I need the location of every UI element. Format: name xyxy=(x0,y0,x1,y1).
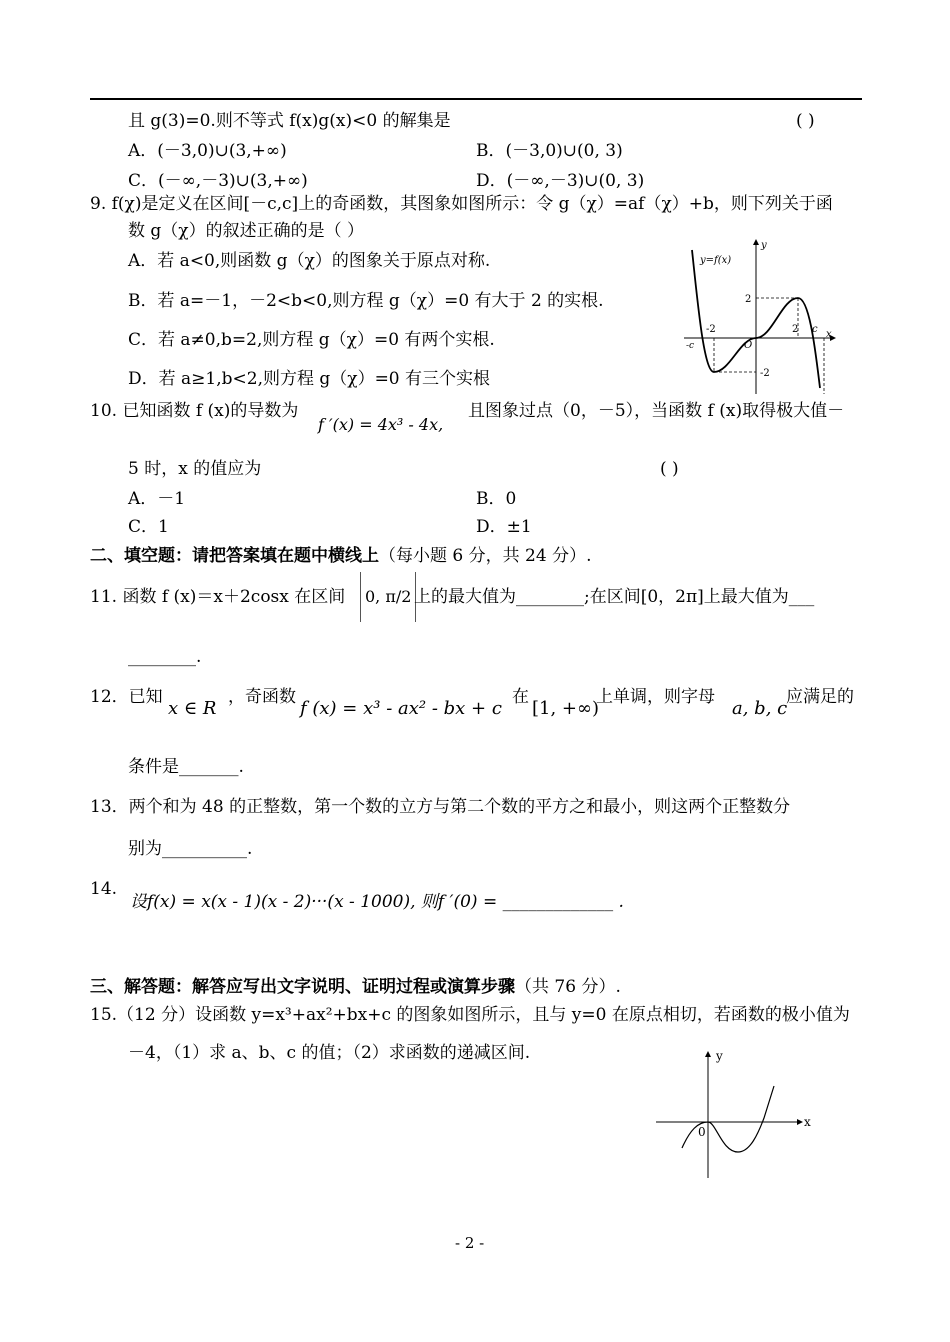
q9-tick-c: c xyxy=(812,324,818,335)
q9-stem-line1: 9. f(χ)是定义在区间[－c,c]上的奇函数，其图象如图所示：令 g（χ）=af（χ）+b，则下列关于函 xyxy=(90,194,833,214)
q9-option-d: D．若 a≥1,b<2,则方程 g（χ）=0 有三个实根 xyxy=(128,369,491,389)
q8-option-d: D．(－∞,－3)∪(0, 3) xyxy=(476,171,645,191)
q12-x-in-r: x ∈ R xyxy=(168,698,217,719)
q9-option-c: C．若 a≠0,b=2,则方程 g（χ）=0 有两个实根. xyxy=(128,330,495,350)
q10-stem-part2: 且图象过点（0，－5），当函数 f (x)取得极大值－ xyxy=(468,401,845,421)
q10-option-b: B．0 xyxy=(476,489,517,509)
q11-interval: 0, π/2 xyxy=(360,572,416,622)
section3-heading-bold: 三、解答题：解答应写出文字说明、证明过程或演算步骤 xyxy=(90,977,515,997)
q12-part-f: 条件是_______. xyxy=(128,757,244,777)
q9-origin-label: O xyxy=(744,340,753,351)
section2-heading-rest: （每小题 6 分，共 24 分）. xyxy=(379,546,592,566)
q12-function: f (x) = x³ - ax² - bx + c xyxy=(300,698,502,719)
q10-stem-line2: 5 时，x 的值应为 xyxy=(128,459,262,479)
q14-number: 14. xyxy=(90,879,118,899)
q15-y-label: y xyxy=(716,1049,723,1063)
q12-part-d: 上单调，则字母 xyxy=(596,687,715,707)
q11-stem-part2: 上的最大值为________;在区间[0，2π]上最大值为___ xyxy=(414,587,815,607)
q10-option-a: A．－1 xyxy=(128,489,186,509)
q8-option-b: B．(－3,0)∪(0, 3) xyxy=(476,141,623,161)
section2-heading xyxy=(90,545,591,567)
q9-option-b: B．若 a=－1，－2<b<0,则方程 g（χ）=0 有大于 2 的实根. xyxy=(128,291,604,311)
q8-option-c: C．(－∞,－3)∪(3,+∞) xyxy=(128,171,308,191)
q9-tick-2y: 2 xyxy=(745,294,752,305)
q9-tick-2x: 2 xyxy=(792,324,799,335)
q9-x-label: x xyxy=(826,329,832,340)
q9-tick-m2y: -2 xyxy=(760,368,770,379)
q9-function-graph xyxy=(680,236,845,396)
q15-origin-label: 0 xyxy=(698,1125,706,1139)
q12-part-c: 在 xyxy=(512,687,529,707)
q9-option-a: A．若 a<0,则函数 g（χ）的图象关于原点对称. xyxy=(128,251,491,271)
q9-tick-mc: -c xyxy=(686,341,695,351)
q12-letters: a, b, c xyxy=(732,698,788,719)
q12-interval: [1, +∞) xyxy=(532,698,600,719)
header-rule xyxy=(90,98,862,100)
q12-part-a: 12．已知 xyxy=(90,687,163,707)
q15-curve xyxy=(682,1086,774,1152)
q9-stem-line2: 数 g（χ）的叙述正确的是（ ） xyxy=(128,221,364,241)
q12-part-b: ，奇函数 xyxy=(228,687,296,707)
section3-heading-rest: （共 76 分）. xyxy=(515,977,621,997)
q14-formula: 设f(x) = x(x - 1)(x - 2)···(x - 1000), 则f ′(0) = _____________ . xyxy=(130,892,624,912)
q12-part-e: 应满足的 xyxy=(786,687,854,707)
section3-heading xyxy=(90,976,621,998)
q13-line2: 别为__________. xyxy=(128,839,253,859)
q8-option-a: A．(－3,0)∪(3,+∞) xyxy=(128,141,287,161)
q13-line1: 13．两个和为 48 的正整数，第一个数的立方与第二个数的平方之和最小，则这两个正整数分 xyxy=(90,797,791,817)
q10-option-c: C．1 xyxy=(128,517,169,537)
q11-stem-line2: ________. xyxy=(128,647,202,667)
q10-stem-part1: 10. 已知函数 f (x)的导数为 xyxy=(90,401,299,421)
q9-func-label: y=f(x) xyxy=(700,255,732,266)
section2-heading-bold: 二、填空题：请把答案填在题中横线上 xyxy=(90,546,379,566)
q9-y-label: y xyxy=(761,240,767,251)
q15-function-graph xyxy=(650,1046,820,1186)
q15-line2: －4，（1）求 a、b、c 的值；（2）求函数的递减区间. xyxy=(128,1043,531,1063)
page-number: - 2 - xyxy=(455,1234,485,1252)
q8-answer-paren: ( ) xyxy=(796,111,815,131)
q15-line1: 15.（12 分）设函数 y=x³+ax²+bx+c 的图象如图所示，且与 y=0 在原点相切，若函数的极小值为 xyxy=(90,1005,850,1025)
q10-derivative-formula: f ′(x) = 4x³ - 4x, xyxy=(318,415,444,434)
q9-tick-m2x: -2 xyxy=(706,324,716,335)
q15-x-label: x xyxy=(804,1115,811,1129)
q11-stem-part1: 11. 函数 f (x)＝x＋2cosx 在区间 xyxy=(90,587,346,607)
q10-option-d: D．±1 xyxy=(476,517,532,537)
q8-stem: 且 g(3)=0.则不等式 f(x)g(x)<0 的解集是 xyxy=(128,111,451,131)
q10-answer-paren: ( ) xyxy=(660,459,679,479)
